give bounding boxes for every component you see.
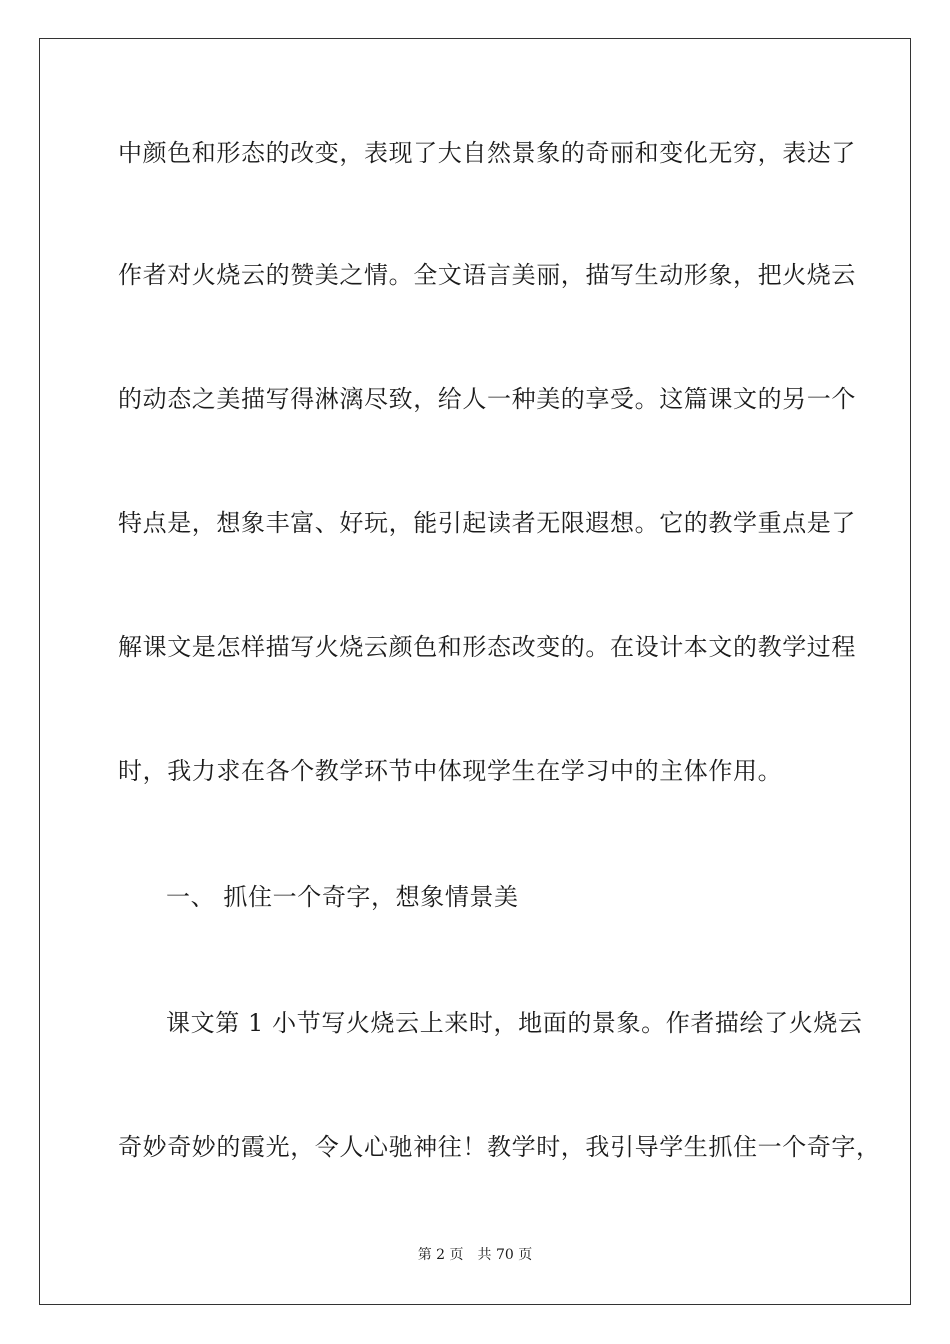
page-total: 共 70 页 — [477, 1247, 533, 1263]
page-number: 第 2 页 — [417, 1247, 464, 1263]
section-heading: 一、 抓住一个奇字，想象情景美 — [166, 883, 519, 911]
page-border — [39, 38, 911, 1305]
text-line-6: 时，我力求在各个教学环节中体现学生在学习中的主体作用。 — [118, 757, 783, 785]
text-line-4: 特点是，想象丰富、好玩，能引起读者无限遐想。它的教学重点是了 — [118, 509, 856, 537]
text-line-2: 作者对火烧云的赞美之情。全文语言美丽，描写生动形象，把火烧云 — [118, 261, 856, 289]
text-line-7: 课文第 1 小节写火烧云上来时，地面的景象。作者描绘了火烧云 — [166, 1009, 863, 1037]
text-line-8: 奇妙奇妙的霞光，令人心驰神往！教学时，我引导学生抓住一个奇字， — [118, 1133, 881, 1161]
text-line-3: 的动态之美描写得淋漓尽致，给人一种美的享受。这篇课文的另一个 — [118, 385, 856, 413]
text-line-1: 中颜色和形态的改变，表现了大自然景象的奇丽和变化无穷，表达了 — [118, 139, 856, 167]
page-footer — [0, 1246, 950, 1264]
text-line-5: 解课文是怎样描写火烧云颜色和形态改变的。在设计本文的教学过程 — [118, 633, 856, 661]
